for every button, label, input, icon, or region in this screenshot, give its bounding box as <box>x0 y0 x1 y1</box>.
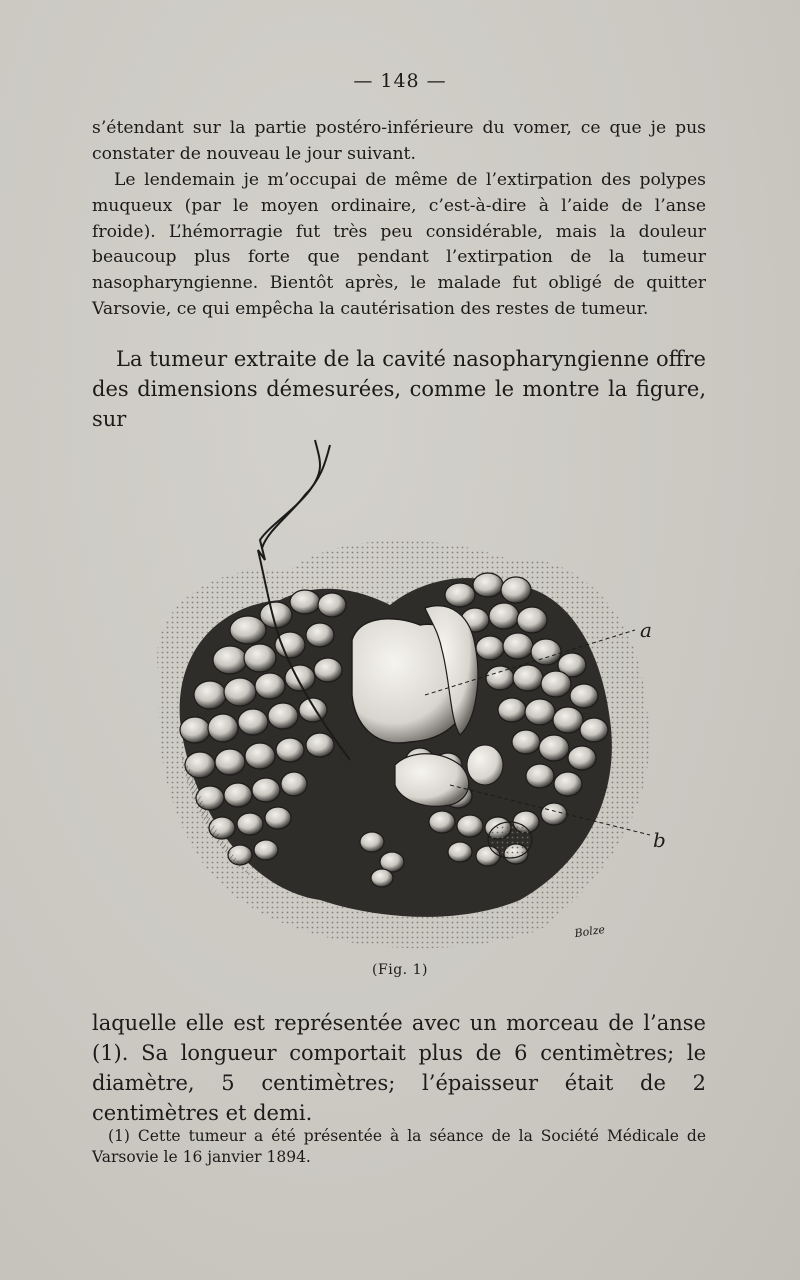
tumor-illustration <box>120 430 680 960</box>
figure-label-a: a <box>640 618 652 642</box>
textured-spot <box>488 822 532 858</box>
figure-label-b: b <box>653 828 666 852</box>
footnote: (1) Cette tumeur a été présentée à la séance de la Société Médicale de Varsovie le 16 janvier 1894. <box>92 1127 706 1166</box>
page-number: — 148 — <box>353 70 447 92</box>
figure-caption: (Fig. 1) <box>372 962 428 978</box>
paragraph-1: s’étendant sur la partie postéro-inférieure du vomer, ce que je pus constater de nouveau le jour suivant. <box>92 118 706 164</box>
paragraph-3: La tumeur extraite de la cavité nasopharyngienne offre des dimensions démesurées, comme le montre la figure, sur <box>92 347 706 431</box>
tumor-figure <box>120 430 680 960</box>
artist-signature: Bolze <box>573 922 606 941</box>
smooth-lobe-small <box>467 745 503 785</box>
paragraph-4: laquelle elle est représentée avec un morceau de l’anse (1). Sa longueur comportait plus de 6 centimètres; le diamètre, 5 centimètres; l’épaisseur était de 2 centimètres et demi. <box>92 1011 706 1125</box>
paragraph-2: Le lendemain je m’occupai de même de l’extirpation des polypes muqueux (par le moyen ordinaire, c’est-à-dire à l’aide de l’anse froide). L’hémorragie fut très peu considérable, mais la douleur beaucoup plus forte que pendant l’extirpation de la tumeur nasopharyngienne. Bientôt après, le malade fut obligé de quitter Varsovie, ce qui empêcha la cautérisation des restes de tumeur. <box>92 170 706 319</box>
